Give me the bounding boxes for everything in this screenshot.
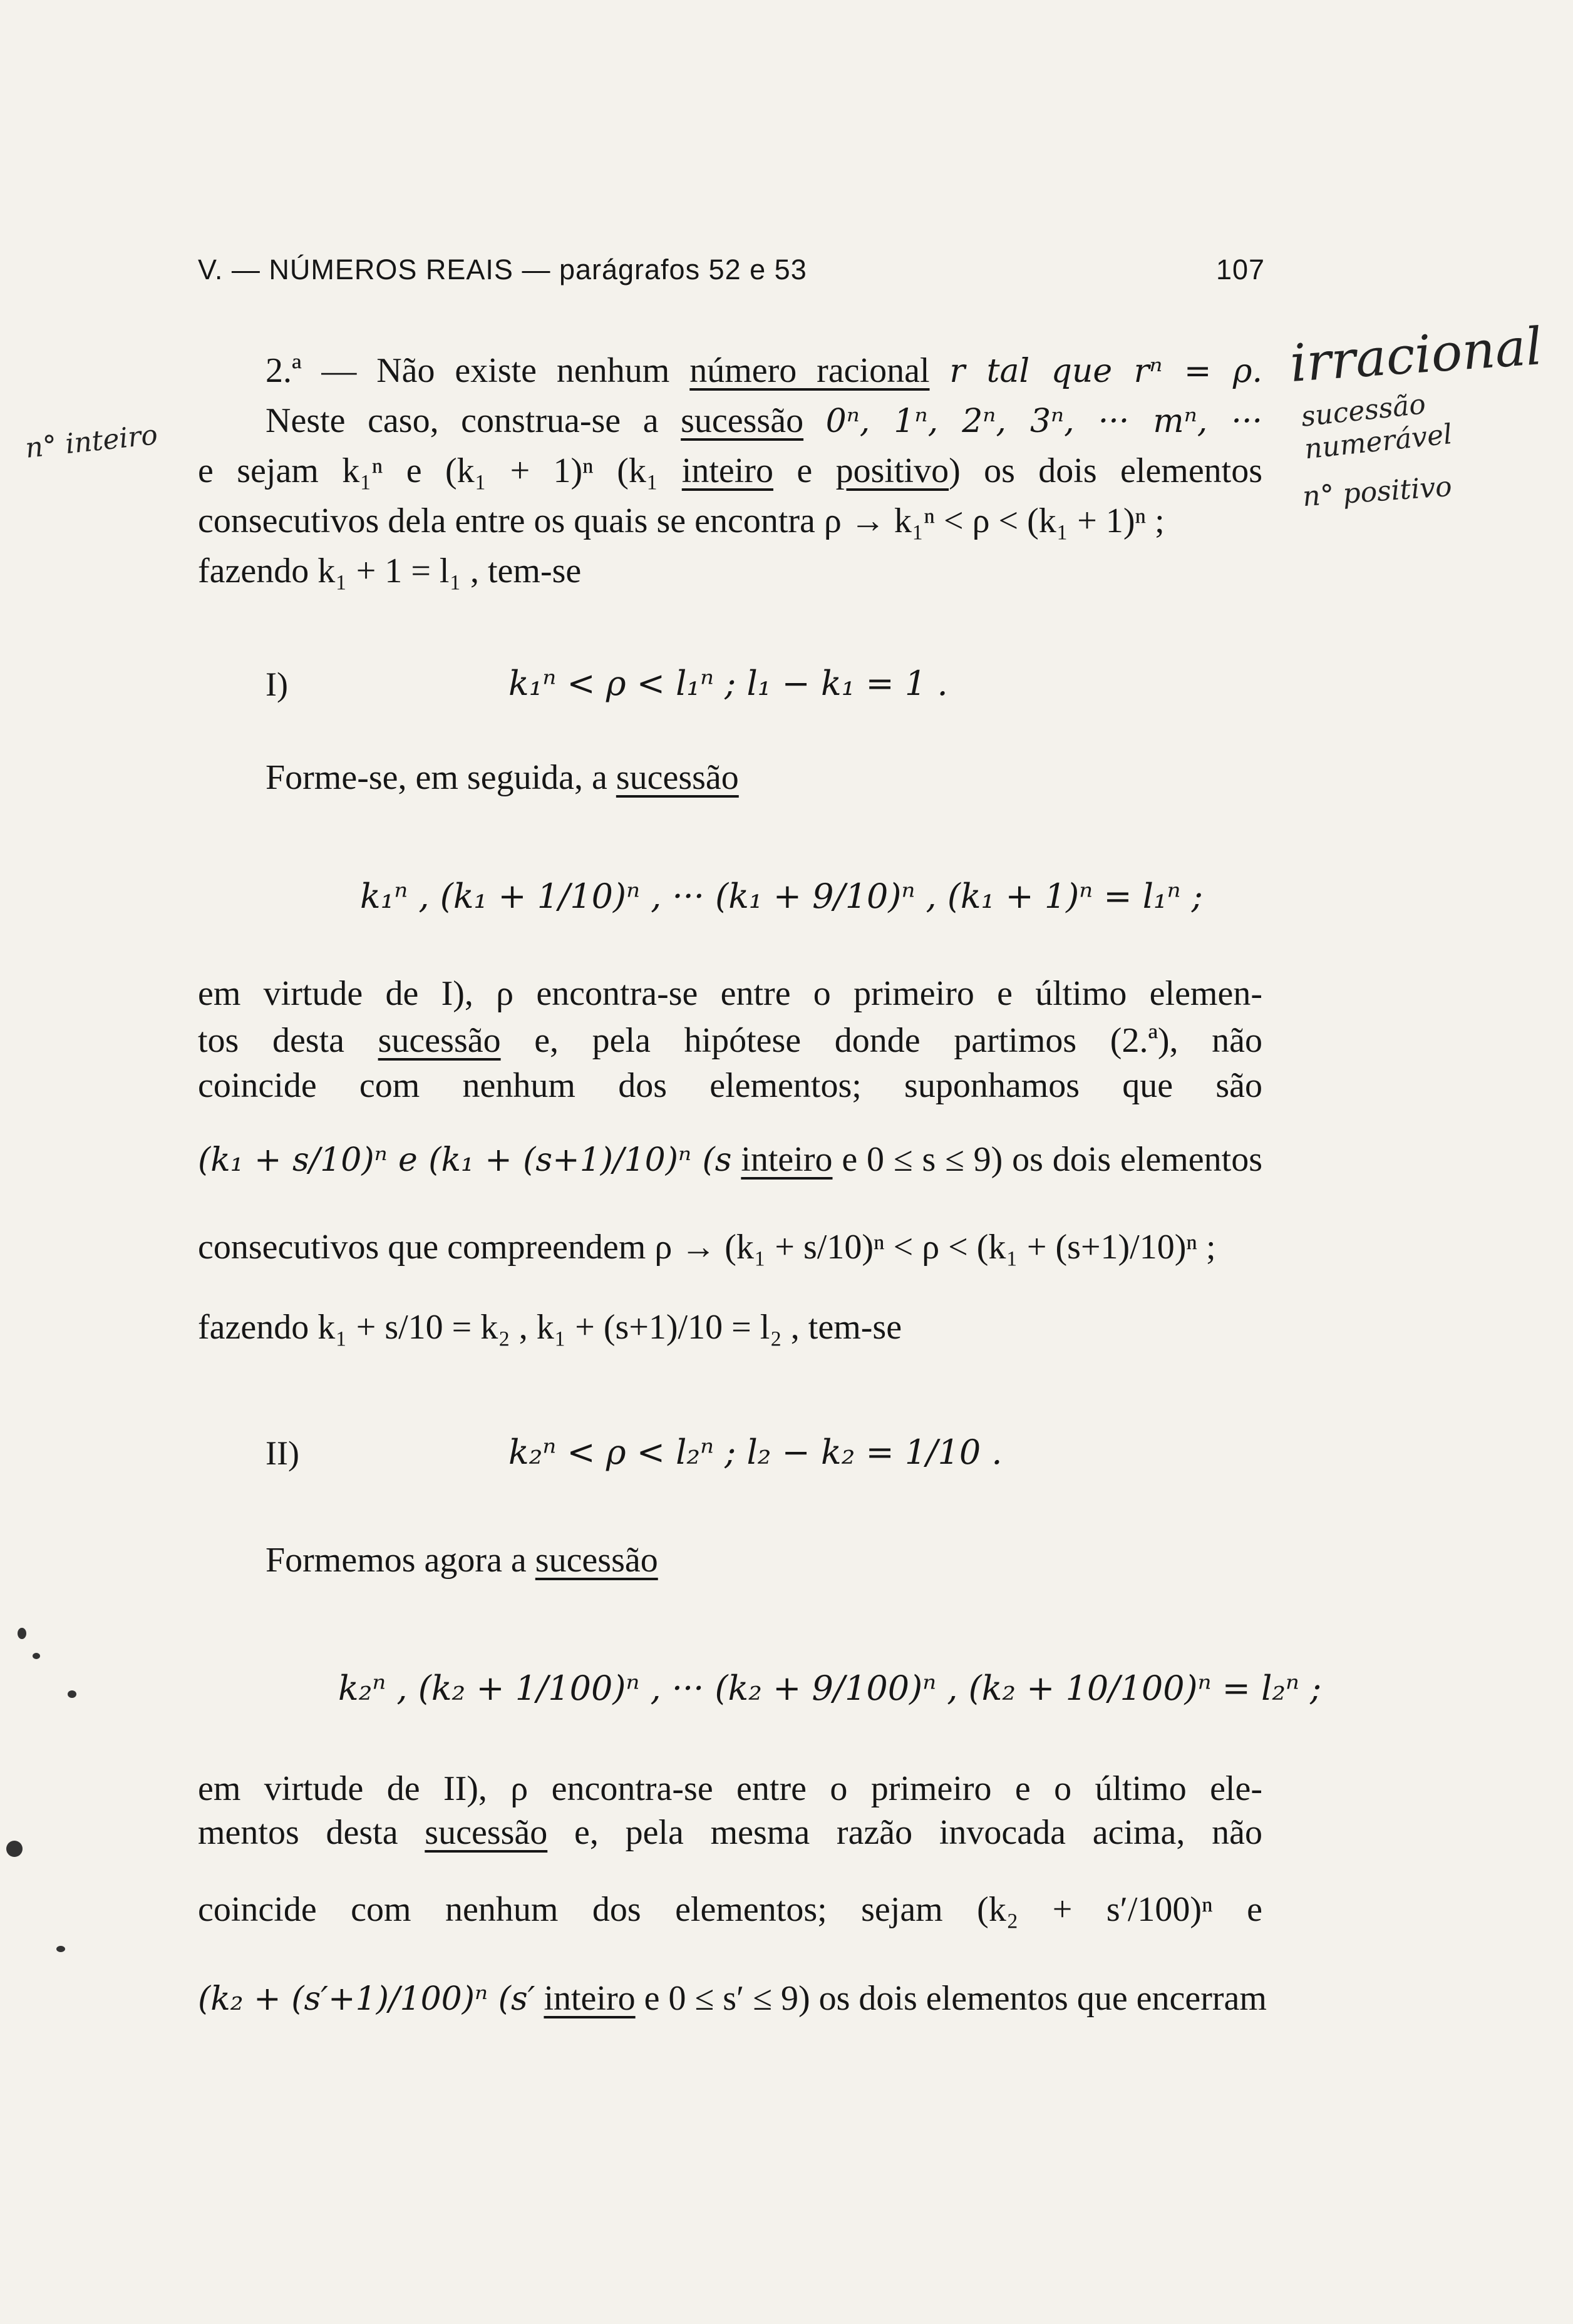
scan-speck xyxy=(18,1628,26,1639)
underline-inteiro: inteiro xyxy=(741,1140,833,1179)
margin-note-positivo: n° positivo xyxy=(1301,470,1453,513)
text-line: (k₁ + s/10)ⁿ e (k₁ + (s+1)/10)ⁿ (s inteiro e 0 ≤ s ≤ 9) os dois elementos xyxy=(198,1140,1263,1179)
text-line: (k₂ + (s′+1)/100)ⁿ (s′ inteiro e 0 ≤ s′ ≤ 9) os dois elementos que encerram xyxy=(198,1979,1267,2018)
underline-inteiro: inteiro xyxy=(544,1979,636,2018)
text-line: e sejam k₁ⁿ e (k₁ + 1)ⁿ (k₁ inteiro e positivo) os dois elementos xyxy=(198,451,1263,490)
underline-sucessao: sucessão xyxy=(378,1021,501,1060)
text-line: mentos desta sucessão e, pela mesma razão invocada acima, não xyxy=(198,1813,1263,1852)
underline-positivo: positivo xyxy=(835,451,949,490)
text-line: Neste caso, construa-se a sucessão 0ⁿ, 1ⁿ, 2ⁿ, 3ⁿ, ··· mⁿ, ··· xyxy=(266,401,1263,440)
scan-speck xyxy=(33,1653,40,1659)
equation-label: I) xyxy=(266,666,288,703)
text-line: coincide com nenhum dos elementos; suponhamos que são xyxy=(198,1066,1262,1105)
underline-numero-racional: número racional xyxy=(689,351,930,390)
equation: k₁ⁿ , (k₁ + 1/10)ⁿ , ··· (k₁ + 9/10)ⁿ , (k₁ + 1)ⁿ = l₁ⁿ ; xyxy=(360,877,1203,916)
margin-note-inteiro: n° inteiro xyxy=(23,419,160,465)
text-line: em virtude de II), ρ encontra-se entre o primeiro e o último ele- xyxy=(198,1769,1262,1808)
scan-speck xyxy=(6,1841,23,1857)
scan-speck xyxy=(68,1690,76,1698)
underline-sucessao: sucessão xyxy=(425,1813,548,1852)
text-line: em virtude de I), ρ encontra-se entre o primeiro e último elemen- xyxy=(198,974,1262,1013)
running-title: V. — NÚMEROS REAIS — parágrafos 52 e 53 xyxy=(198,254,807,285)
scan-speck xyxy=(56,1946,65,1952)
underline-sucessao: sucessão xyxy=(616,758,739,797)
underline-sucessao: sucessão xyxy=(681,401,804,440)
underline-sucessao: sucessão xyxy=(535,1541,658,1580)
page-number: 107 xyxy=(1216,254,1266,285)
equation: k₁ⁿ < ρ < l₁ⁿ ; l₁ − k₁ = 1 . xyxy=(508,664,948,703)
text-line: coincide com nenhum dos elementos; sejam (k₂ + s′/100)ⁿ e xyxy=(198,1890,1262,1929)
margin-note-sucessao-numeravel: sucessão numerável xyxy=(1299,388,1454,466)
underline-inteiro: inteiro xyxy=(681,451,773,490)
equation: k₂ⁿ , (k₂ + 1/100)ⁿ , ··· (k₂ + 9/100)ⁿ , (k₂ + 10/100)ⁿ = l₂ⁿ ; xyxy=(338,1668,1322,1708)
text-line: fazendo k₁ + 1 = l₁ , tem-se xyxy=(198,552,582,590)
text-line: consecutivos dela entre os quais se encontra ρ → k₁ⁿ < ρ < (k₁ + 1)ⁿ ; xyxy=(198,501,1165,540)
text-line: Formemos agora a sucessão xyxy=(266,1541,658,1580)
equation-label: II) xyxy=(266,1434,299,1472)
text-line: Forme-se, em seguida, a sucessão xyxy=(266,758,739,797)
text-line: tos desta sucessão e, pela hipótese donde partimos (2.ª), não xyxy=(198,1021,1263,1060)
text-line: 2.ª — Não existe nenhum número racional r tal que rⁿ = ρ. xyxy=(266,351,1263,390)
text-line: fazendo k₁ + s/10 = k₂ , k₁ + (s+1)/10 = l₂ , tem-se xyxy=(198,1308,902,1347)
margin-note-irracional: irracional xyxy=(1288,317,1544,394)
equation: k₂ⁿ < ρ < l₂ⁿ ; l₂ − k₂ = 1/10 . xyxy=(508,1432,1003,1472)
text-line: consecutivos que compreendem ρ → (k₁ + s/10)ⁿ < ρ < (k₁ + (s+1)/10)ⁿ ; xyxy=(198,1228,1216,1267)
